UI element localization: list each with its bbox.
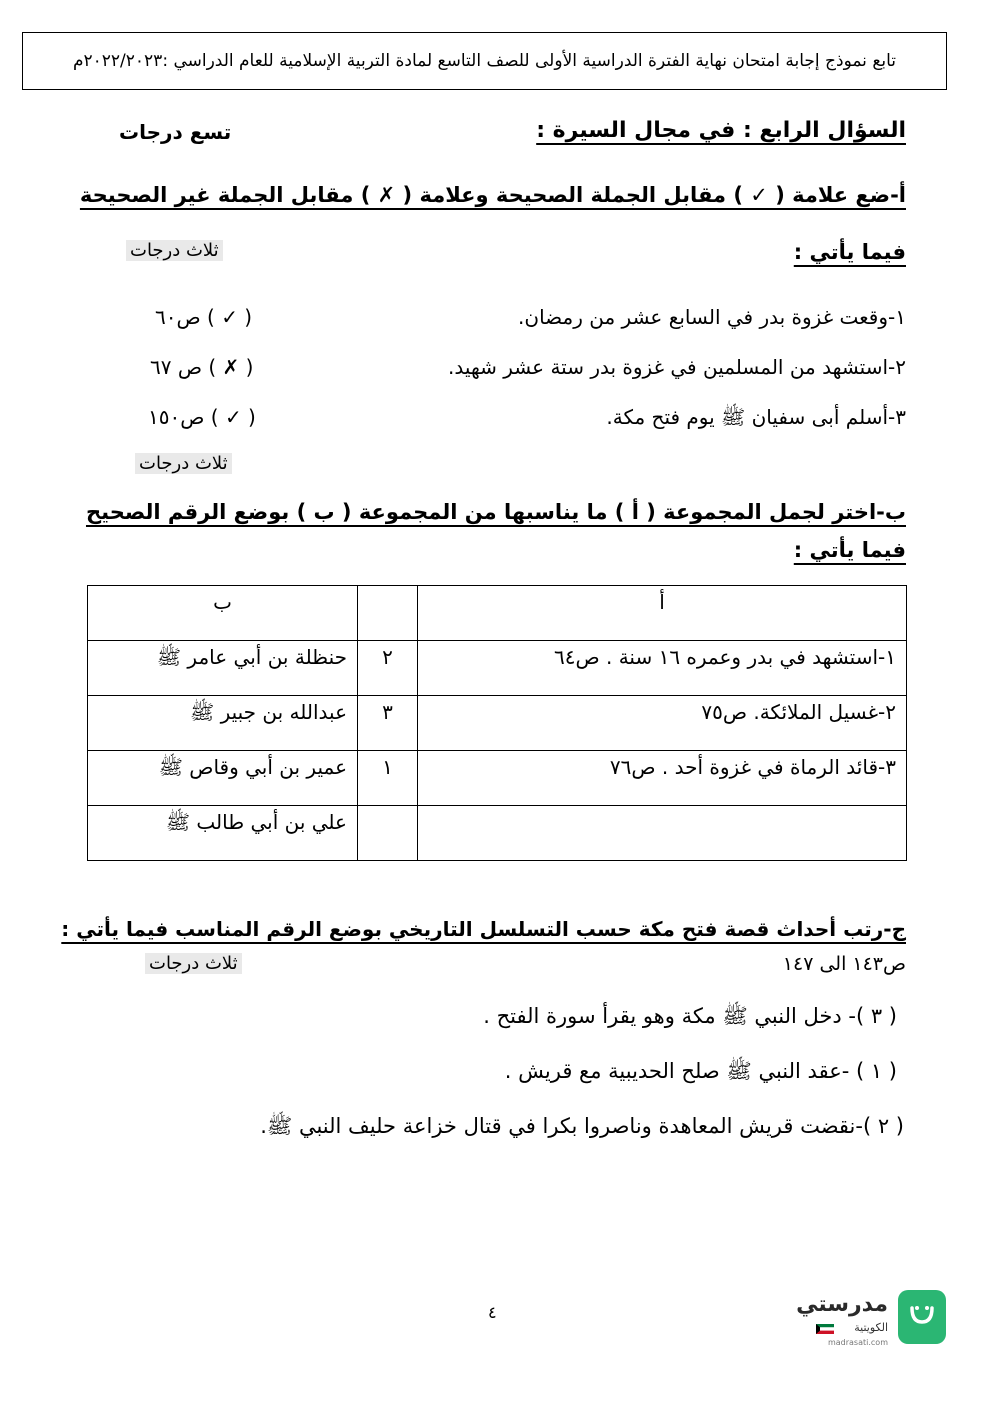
cell-number [358,806,418,861]
section-b-instruction: ب-اختر لجمل المجموعة ( أ ) ما يناسبها من المجموعة ( ب ) بوضع الرقم الصحيح [85,500,906,524]
column-number-header [358,586,418,641]
section-a-instruction: أ-ضع علامة ( ✓ ) مقابل الجملة الصحيحة وعلامة ( ✗ ) مقابل الجملة غير الصحيحة [79,183,906,207]
logo-name: مدرستي [796,1292,888,1317]
cell-b: حنظلة بن أبي عامر ﷺ [88,641,358,696]
logo-icon [898,1290,946,1344]
section-b-marks: ثلاث درجات [135,453,232,474]
column-b-header: ب [88,586,358,641]
section-a-item: ٣-أسلم أبى سفيان ﷺ يوم فتح مكة. [606,405,906,429]
section-b-instruction-2: فيما يأتي : [793,538,906,562]
order-item: ( ٢ )-نقضت قريش المعاهدة وناصروا بكرا في قتال خزاعة حليف النبي ﷺ. [260,1114,904,1138]
section-a-answer: ص ٦٧ ( ✗ ) [150,355,254,379]
logo-url: madrasati.com [827,1338,888,1347]
header-text: تابع نموذج إجابة امتحان نهاية الفترة الدراسية الأولى للصف التاسع لمادة التربية الإسلامية للعام الدراسي :٢٠٢٢/٢٠٢٣م [73,51,897,71]
page-number: ٤ [488,1303,497,1322]
order-item: ( ٣ )- دخل النبي ﷺ مكة وهو يقرأ سورة الفتح . [483,1004,897,1028]
cell-b: علي بن أبي طالب ﷺ [88,806,358,861]
section-a-item: ٢-استشهد من المسلمين في غزوة بدر ستة عشر شهيد. [448,355,906,379]
section-c-instruction: ج-رتب أحداث قصة فتح مكة حسب التسلسل التاريخي بوضع الرقم المناسب فيما يأتي : [61,917,906,941]
table-row [88,641,907,696]
section-c-marks: ثلاث درجات [145,953,242,974]
table-row [88,806,907,861]
cell-number: ٢ [358,641,418,696]
kuwait-flag-icon [816,1324,834,1334]
cell-number: ٣ [358,696,418,751]
cell-b: عمير بن أبي وقاص ﷺ [88,751,358,806]
table-row [88,696,907,751]
matching-table [87,585,907,861]
cell-a: ١-استشهد في بدر وعمره ١٦ سنة . ص٦٤ [418,641,907,696]
section-a-answer: ص١٥٠ ( ✓ ) [148,405,256,429]
question-title: السؤال الرابع : في مجال السيرة : [536,118,906,143]
order-item: ( ١ ) -عقد النبي ﷺ صلح الحديبية مع قريش . [504,1059,897,1083]
section-a-marks: ثلاث درجات [126,240,223,261]
cell-a: ٣-قائد الرماة في غزوة أحد . ص٧٦ [418,751,907,806]
header-box [22,32,947,90]
table-row [88,751,907,806]
question-marks: تسع درجات [119,120,232,144]
section-a-instruction-2: فيما يأتي : [793,240,906,264]
section-a-answer: ص٦٠ ( ✓ ) [155,305,253,329]
cell-number: ١ [358,751,418,806]
madrasati-logo [786,1288,946,1358]
logo-subtitle: الكويتية [854,1321,888,1334]
section-c-pages: ص١٤٣ الى ١٤٧ [782,953,906,975]
column-a-header: أ [418,586,907,641]
cell-a [418,806,907,861]
cell-a: ٢-غسيل الملائكة. ص٧٥ [418,696,907,751]
section-a-item: ١-وقعت غزوة بدر في السابع عشر من رمضان. [518,305,906,329]
cell-b: عبدالله بن جبير ﷺ [88,696,358,751]
